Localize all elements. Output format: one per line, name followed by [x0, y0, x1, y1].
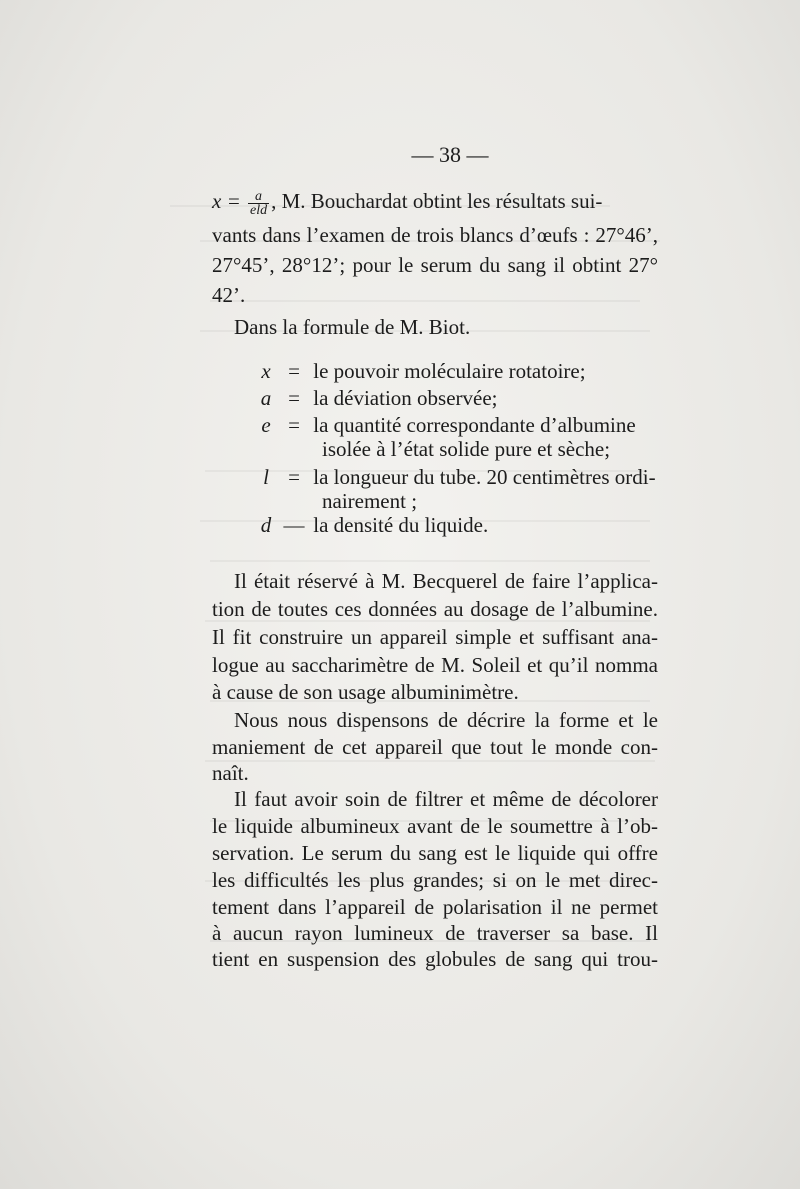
- definition-text: la longueur du tube. 20 centimètres ordi-: [313, 465, 656, 489]
- text-line: Dans la formule de M. Biot.: [234, 315, 471, 339]
- definition-eq: —: [283, 513, 305, 537]
- definition-text: le pouvoir moléculaire rotatoire;: [313, 359, 586, 383]
- text-line: servation. Le serum du sang est le liquide qui offre: [212, 841, 658, 865]
- definition-var: d: [260, 513, 272, 537]
- text-line: Il était réservé à M. Becquerel de faire l’applica-: [234, 569, 658, 593]
- text-line: 42’.: [212, 283, 246, 307]
- text-line: 27°45’, 28°12’; pour le serum du sang il obtint 27°: [212, 253, 658, 277]
- formula-text: , M. Bouchardat obtint les résultats sui-: [271, 189, 603, 213]
- definition-line: [252, 356, 586, 386]
- formula-line: [212, 186, 602, 216]
- fraction-denominator: eld: [250, 202, 268, 218]
- definition-text: la quantité correspondante d’albumine: [313, 413, 636, 437]
- text-line: vants dans l’examen de trois blancs d’œufs : 27°46’,: [212, 223, 658, 247]
- text-line: tient en suspension des globules de sang qui trou-: [212, 947, 658, 971]
- definition-text: la déviation observée;: [313, 386, 498, 410]
- definition-eq: =: [288, 465, 300, 489]
- definition-var: x: [261, 359, 271, 383]
- text-line: tion de toutes ces données au dosage de l’albumine.: [212, 597, 658, 621]
- text-line: Nous nous dispensons de décrire la forme et le: [234, 708, 658, 732]
- formula-lhs: x =: [212, 189, 241, 213]
- bleed-line: [210, 560, 650, 562]
- text-line: à cause de son usage albuminimètre.: [212, 680, 519, 704]
- fraction-numerator: a: [248, 190, 269, 204]
- definition-var: a: [260, 386, 272, 410]
- text-line: naît.: [212, 761, 249, 785]
- definition-var: l: [263, 465, 269, 489]
- formula-fraction: [248, 190, 269, 217]
- definition-line: [252, 510, 488, 540]
- definition-var: e: [261, 413, 271, 437]
- text-line: à aucun rayon lumineux de traverser sa base. Il: [212, 921, 658, 945]
- text-line: le liquide albumineux avant de le soumettre à l’ob-: [212, 814, 658, 838]
- text-line: maniement de cet appareil que tout le monde con-: [212, 735, 658, 759]
- definition-line: [252, 383, 498, 413]
- text-line: Il fit construire un appareil simple et suffisant ana-: [212, 625, 658, 649]
- page-number: — 38 —: [411, 142, 489, 167]
- definition-eq: =: [288, 386, 300, 410]
- text-line: logue au saccharimètre de M. Soleil et qu’il nomma: [212, 653, 658, 677]
- definition-text: la densité du liquide.: [313, 513, 489, 537]
- definition-eq: =: [288, 359, 300, 383]
- text-line: tement dans l’appareil de polarisation il ne permet: [212, 895, 658, 919]
- definition-continuation: isolée à l’état solide pure et sèche;: [322, 437, 611, 461]
- text-line: Il faut avoir soin de filtrer et même de décolorer: [234, 787, 658, 811]
- text-line: les difficultés les plus grandes; si on le met direc-: [212, 868, 658, 892]
- definition-eq: =: [288, 413, 300, 437]
- definition-continuation: nairement ;: [322, 489, 418, 513]
- definition-line: [252, 462, 656, 492]
